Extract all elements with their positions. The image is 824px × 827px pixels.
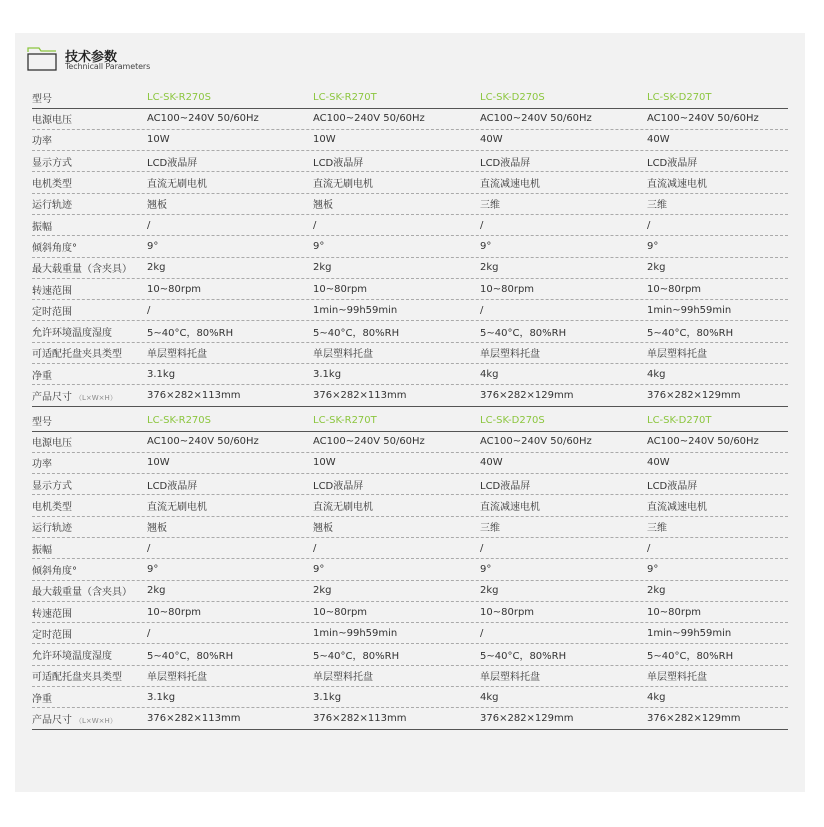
spec-value: 10~80rpm — [647, 283, 702, 295]
spec-label-text: 允许环境温度湿度 — [32, 328, 112, 340]
spec-row — [32, 172, 788, 193]
spec-label — [32, 605, 147, 620]
spec-label-text: 定时范围 — [32, 306, 72, 318]
spec-label-text: 产品尺寸 — [32, 392, 72, 403]
spec-value: AC100~240V 50/60Hz — [647, 436, 759, 448]
spec-row — [32, 708, 788, 729]
spec-value: 10~80rpm — [147, 606, 202, 618]
spec-value: LCD液晶屏 — [647, 157, 698, 169]
spec-row — [32, 236, 788, 257]
spec-label-text: 倾斜角度° — [32, 242, 77, 254]
spec-value: 9° — [313, 240, 325, 252]
spec-value: 直流减速电机 — [647, 502, 707, 514]
spec-value: 10W — [313, 457, 336, 469]
spec-value: 376×282×113mm — [147, 713, 241, 724]
spec-table-1 — [32, 88, 788, 407]
spec-value: / — [147, 304, 151, 316]
spec-label-text: 运行轨迹 — [32, 523, 72, 535]
spec-label — [32, 519, 147, 534]
section-title: 技术参数 — [65, 50, 118, 65]
spec-value: 直流减速电机 — [480, 502, 540, 514]
spec-value: 5~40°C，80%RH — [147, 328, 234, 340]
spec-value: 10W — [147, 134, 170, 146]
spec-label-text: 显示方式 — [32, 480, 72, 492]
spec-label — [32, 111, 147, 126]
spec-label-text: 电源电压 — [32, 115, 72, 127]
spec-panel — [15, 33, 805, 792]
spec-value: LCD液晶屏 — [313, 480, 364, 492]
spec-label — [32, 541, 147, 556]
spec-row — [32, 130, 788, 151]
spec-value: 5~40°C，80%RH — [147, 651, 234, 663]
spec-value: 翘板 — [147, 523, 167, 535]
spec-value: AC100~240V 50/60Hz — [313, 436, 425, 448]
spec-value: 5~40°C，80%RH — [313, 651, 400, 663]
spec-value: 单层塑料托盘 — [313, 672, 373, 684]
spec-row — [32, 258, 788, 279]
model-name: LC-SK-R270S — [147, 92, 212, 104]
spec-label-text: 振幅 — [32, 221, 52, 233]
spec-label — [32, 239, 147, 254]
spec-row — [32, 602, 788, 623]
spec-value: AC100~240V 50/60Hz — [480, 436, 592, 448]
spec-value: 3.1kg — [313, 368, 342, 380]
spec-row — [32, 517, 788, 538]
spec-label — [32, 175, 147, 190]
spec-value: 直流减速电机 — [480, 179, 540, 191]
spec-value: 翘板 — [147, 200, 167, 212]
spec-label-text: 转速范围 — [32, 608, 72, 620]
spec-value: 三维 — [647, 200, 667, 212]
spec-value: 4kg — [647, 691, 666, 703]
spec-value: 9° — [480, 240, 492, 252]
spec-label — [32, 477, 147, 492]
spec-label — [32, 303, 147, 318]
spec-value: / — [313, 219, 317, 231]
spec-value: 2kg — [147, 585, 166, 597]
spec-value: AC100~240V 50/60Hz — [480, 113, 592, 125]
model-label: 型号 — [32, 417, 52, 429]
spec-value: 10~80rpm — [313, 606, 368, 618]
spec-value: LCD液晶屏 — [147, 157, 198, 169]
spec-value: 1min~99h59min — [313, 627, 398, 639]
spec-value: 40W — [480, 457, 503, 469]
spec-label-text: 电机类型 — [32, 502, 72, 514]
spec-value: 单层塑料托盘 — [147, 672, 207, 684]
spec-label-text: 最大载重量（含夹具） — [32, 587, 132, 599]
model-label: 型号 — [32, 94, 52, 106]
spec-label-text: 倾斜角度° — [32, 565, 77, 577]
spec-value: 2kg — [313, 262, 332, 274]
spec-label-text: 净重 — [32, 693, 52, 705]
model-name: LC-SK-D270T — [647, 415, 712, 427]
spec-value: 2kg — [647, 585, 666, 597]
spec-row — [32, 623, 788, 644]
spec-value: 翘板 — [313, 200, 333, 212]
spec-value: 376×282×129mm — [647, 713, 741, 724]
spec-value: / — [480, 219, 484, 231]
spec-value: 40W — [480, 134, 503, 146]
spec-value: 单层塑料托盘 — [313, 349, 373, 361]
spec-label — [32, 132, 147, 147]
spec-value: 10~80rpm — [647, 606, 702, 618]
spec-label — [32, 218, 147, 233]
spec-value: 376×282×113mm — [313, 390, 407, 401]
spec-value: 1min~99h59min — [647, 304, 732, 316]
section-subtitle: Technicall Parameters — [65, 62, 151, 71]
spec-label-text: 可适配托盘夹具类型 — [32, 672, 122, 684]
spec-value: 单层塑料托盘 — [647, 349, 707, 361]
spec-label-text: 显示方式 — [32, 157, 72, 169]
spec-value: 10~80rpm — [313, 283, 368, 295]
spec-row — [32, 474, 788, 495]
spec-value: 5~40°C，80%RH — [313, 328, 400, 340]
spec-row — [32, 364, 788, 385]
spec-label — [32, 388, 147, 403]
spec-value: 376×282×129mm — [480, 713, 574, 724]
spec-value: 3.1kg — [313, 691, 342, 703]
spec-value: 9° — [647, 240, 659, 252]
spec-row — [32, 109, 788, 130]
spec-value: / — [647, 542, 651, 554]
spec-value: LCD液晶屏 — [480, 480, 531, 492]
spec-row — [32, 453, 788, 474]
spec-row — [32, 194, 788, 215]
spec-label — [32, 583, 147, 598]
model-name: LC-SK-D270T — [647, 92, 712, 104]
spec-row — [32, 666, 788, 687]
spec-value: LCD液晶屏 — [480, 157, 531, 169]
spec-value: 5~40°C，80%RH — [480, 651, 567, 663]
spec-value: 5~40°C，80%RH — [480, 328, 567, 340]
model-row — [32, 411, 788, 432]
spec-value: 单层塑料托盘 — [480, 349, 540, 361]
spec-value: AC100~240V 50/60Hz — [147, 436, 259, 448]
model-name: LC-SK-R270T — [313, 92, 377, 104]
spec-row — [32, 432, 788, 453]
spec-value: 376×282×129mm — [647, 390, 741, 401]
spec-value: LCD液晶屏 — [147, 480, 198, 492]
spec-value: 10~80rpm — [147, 283, 202, 295]
spec-value: 直流无刷电机 — [313, 179, 373, 191]
spec-value: AC100~240V 50/60Hz — [147, 113, 259, 125]
spec-value: 三维 — [480, 200, 500, 212]
spec-label — [32, 434, 147, 449]
spec-label-text: 产品尺寸 — [32, 715, 72, 726]
spec-row — [32, 300, 788, 321]
spec-row — [32, 687, 788, 708]
spec-value: / — [647, 219, 651, 231]
spec-value: 376×282×113mm — [147, 390, 241, 401]
spec-row — [32, 495, 788, 516]
spec-value: 1min~99h59min — [647, 627, 732, 639]
spec-value: 单层塑料托盘 — [480, 672, 540, 684]
spec-label — [32, 562, 147, 577]
spec-label — [32, 690, 147, 705]
spec-label — [32, 196, 147, 211]
spec-value: / — [480, 627, 484, 639]
spec-value: 9° — [147, 240, 159, 252]
spec-label — [32, 260, 147, 275]
spec-value: / — [147, 542, 151, 554]
spec-label — [32, 345, 147, 360]
spec-value: 4kg — [647, 368, 666, 380]
spec-value: 4kg — [480, 368, 499, 380]
model-name: LC-SK-D270S — [480, 415, 545, 427]
spec-value: 10W — [147, 457, 170, 469]
spec-value: 9° — [647, 563, 659, 575]
spec-label-text: 电源电压 — [32, 438, 72, 450]
spec-value: 40W — [647, 134, 670, 146]
spec-value: 4kg — [480, 691, 499, 703]
spec-value: / — [480, 542, 484, 554]
spec-value: 10~80rpm — [480, 283, 535, 295]
model-row — [32, 88, 788, 109]
spec-value: 单层塑料托盘 — [147, 349, 207, 361]
spec-value: 单层塑料托盘 — [647, 672, 707, 684]
spec-value: 三维 — [480, 523, 500, 535]
spec-label-text: 定时范围 — [32, 629, 72, 641]
spec-value: 2kg — [480, 262, 499, 274]
spec-row — [32, 343, 788, 364]
spec-value: LCD液晶屏 — [647, 480, 698, 492]
spec-label-text: 运行轨迹 — [32, 200, 72, 212]
model-name: LC-SK-R270S — [147, 415, 212, 427]
model-name: LC-SK-R270T — [313, 415, 377, 427]
spec-label-text: 振幅 — [32, 544, 52, 556]
spec-label — [32, 668, 147, 683]
spec-value: AC100~240V 50/60Hz — [313, 113, 425, 125]
spec-label — [32, 455, 147, 470]
spec-value: 40W — [647, 457, 670, 469]
spec-value: 3.1kg — [147, 691, 176, 703]
spec-row — [32, 279, 788, 300]
spec-value: / — [147, 627, 151, 639]
spec-value: 10W — [313, 134, 336, 146]
spec-label — [32, 711, 147, 726]
spec-value: 直流无刷电机 — [313, 502, 373, 514]
spec-value: 直流无刷电机 — [147, 179, 207, 191]
spec-row — [32, 385, 788, 406]
spec-value: AC100~240V 50/60Hz — [647, 113, 759, 125]
spec-value: 2kg — [147, 262, 166, 274]
spec-label-text: 净重 — [32, 370, 52, 382]
spec-label-unit: （L×W×H） — [75, 394, 117, 402]
spec-label — [32, 647, 147, 662]
spec-value: / — [480, 304, 484, 316]
spec-value: 5~40°C，80%RH — [647, 651, 734, 663]
spec-value: 376×282×113mm — [313, 713, 407, 724]
spec-value: / — [313, 542, 317, 554]
spec-label-text: 功率 — [32, 136, 52, 148]
spec-value: 1min~99h59min — [313, 304, 398, 316]
spec-label — [32, 498, 147, 513]
spec-value: 2kg — [647, 262, 666, 274]
spec-label-text: 电机类型 — [32, 179, 72, 191]
spec-row — [32, 644, 788, 665]
spec-value: 直流无刷电机 — [147, 502, 207, 514]
spec-value: 3.1kg — [147, 368, 176, 380]
spec-value: 9° — [147, 563, 159, 575]
spec-value: 5~40°C，80%RH — [647, 328, 734, 340]
spec-label — [32, 282, 147, 297]
spec-label — [32, 367, 147, 382]
spec-table-2 — [32, 411, 788, 730]
spec-label-unit: （L×W×H） — [75, 717, 117, 725]
folder-icon — [27, 47, 57, 71]
spec-label-text: 允许环境温度湿度 — [32, 651, 112, 663]
spec-row — [32, 581, 788, 602]
spec-label-text: 最大载重量（含夹具） — [32, 264, 132, 276]
spec-row — [32, 321, 788, 342]
spec-label-text: 功率 — [32, 459, 52, 471]
spec-row — [32, 559, 788, 580]
spec-label — [32, 324, 147, 339]
spec-row — [32, 215, 788, 236]
spec-value: 2kg — [313, 585, 332, 597]
spec-label-text: 转速范围 — [32, 285, 72, 297]
spec-value: 376×282×129mm — [480, 390, 574, 401]
model-name: LC-SK-D270S — [480, 92, 545, 104]
spec-value: 10~80rpm — [480, 606, 535, 618]
spec-value: 翘板 — [313, 523, 333, 535]
spec-value: 三维 — [647, 523, 667, 535]
spec-value: 9° — [480, 563, 492, 575]
spec-row — [32, 151, 788, 172]
spec-label — [32, 154, 147, 169]
spec-value: / — [147, 219, 151, 231]
spec-value: 直流减速电机 — [647, 179, 707, 191]
spec-label-text: 可适配托盘夹具类型 — [32, 349, 122, 361]
spec-value: 2kg — [480, 585, 499, 597]
spec-value: LCD液晶屏 — [313, 157, 364, 169]
spec-label — [32, 626, 147, 641]
spec-value: 9° — [313, 563, 325, 575]
spec-row — [32, 538, 788, 559]
